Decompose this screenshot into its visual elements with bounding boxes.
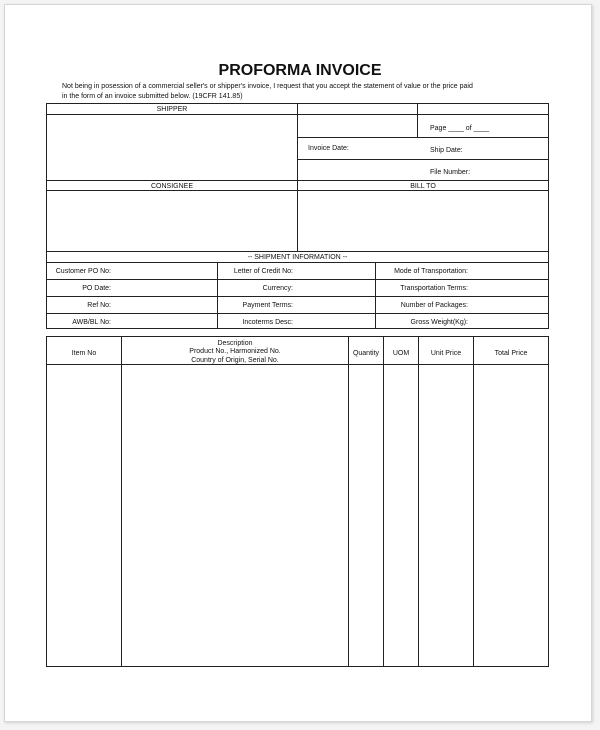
shipment-info-heading: -- SHIPMENT INFORMATION -- — [247, 254, 348, 261]
mode-of-transportation-label: Mode of Transportation: — [394, 268, 468, 275]
shipment-row-rule-3 — [47, 313, 548, 314]
bill-to-label: BILL TO — [410, 183, 436, 190]
number-of-packages-label: Number of Packages: — [400, 302, 468, 309]
page-field: Page ____ of ____ — [430, 125, 490, 132]
description-subheader-product: Product No., Harmonized No. — [189, 348, 281, 355]
shipper-divider — [297, 103, 298, 251]
description-subheader-origin: Country of Origin, Serial No. — [191, 357, 279, 364]
items-col-divider-4 — [418, 336, 419, 667]
shipment-top-rule — [47, 251, 548, 252]
shipment-header-rule — [47, 262, 548, 263]
ship-date-rule — [297, 159, 548, 160]
page-row-rule — [297, 137, 548, 138]
consignee-label: CONSIGNEE — [150, 183, 193, 190]
quantity-header: Quantity — [352, 350, 380, 357]
letter-of-credit-label: Letter of Credit No: — [233, 268, 293, 275]
file-number-label: File Number: — [430, 169, 471, 176]
unit-price-header: Unit Price — [430, 350, 462, 357]
shipper-label: SHIPPER — [156, 106, 188, 113]
document-title: PROFORMA INVOICE — [218, 62, 382, 79]
items-col-divider-3 — [383, 336, 384, 667]
page-divider — [417, 103, 418, 137]
po-date-label: PO Date: — [82, 285, 111, 292]
incoterms-desc-label: Incoterms Desc: — [242, 319, 293, 326]
ref-no-label: Ref No: — [87, 302, 111, 309]
ship-date-label: Ship Date: — [430, 147, 463, 154]
currency-label: Currency: — [262, 285, 293, 292]
intro-line-1: Not being in posession of a commercial seller's or shipper's invoice, I request that you accept the statement of value or the price paid — [62, 83, 473, 90]
items-col-divider-5 — [473, 336, 474, 667]
item-no-header: Item No — [71, 350, 97, 357]
shipment-row-rule-2 — [47, 296, 548, 297]
customer-po-label: Customer PO No: — [55, 268, 111, 275]
items-col-divider-1 — [121, 336, 122, 667]
total-price-header: Total Price — [494, 350, 528, 357]
awb-bl-label: AWB/BL No: — [72, 319, 111, 326]
items-col-divider-2 — [348, 336, 349, 667]
description-header: Description — [217, 340, 253, 347]
gross-weight-label: Gross Weight(Kg): — [410, 319, 468, 326]
uom-header: UOM — [392, 350, 410, 357]
payment-terms-label: Payment Terms: — [242, 302, 293, 309]
invoice-date-label: Invoice Date: — [308, 145, 349, 152]
intro-text — [62, 82, 562, 102]
transportation-terms-label: Transportation Terms: — [400, 285, 468, 292]
shipment-row-rule-1 — [47, 279, 548, 280]
intro-line-2: in the form of an invoice submitted below. (19CFR 141.85) — [62, 93, 243, 100]
